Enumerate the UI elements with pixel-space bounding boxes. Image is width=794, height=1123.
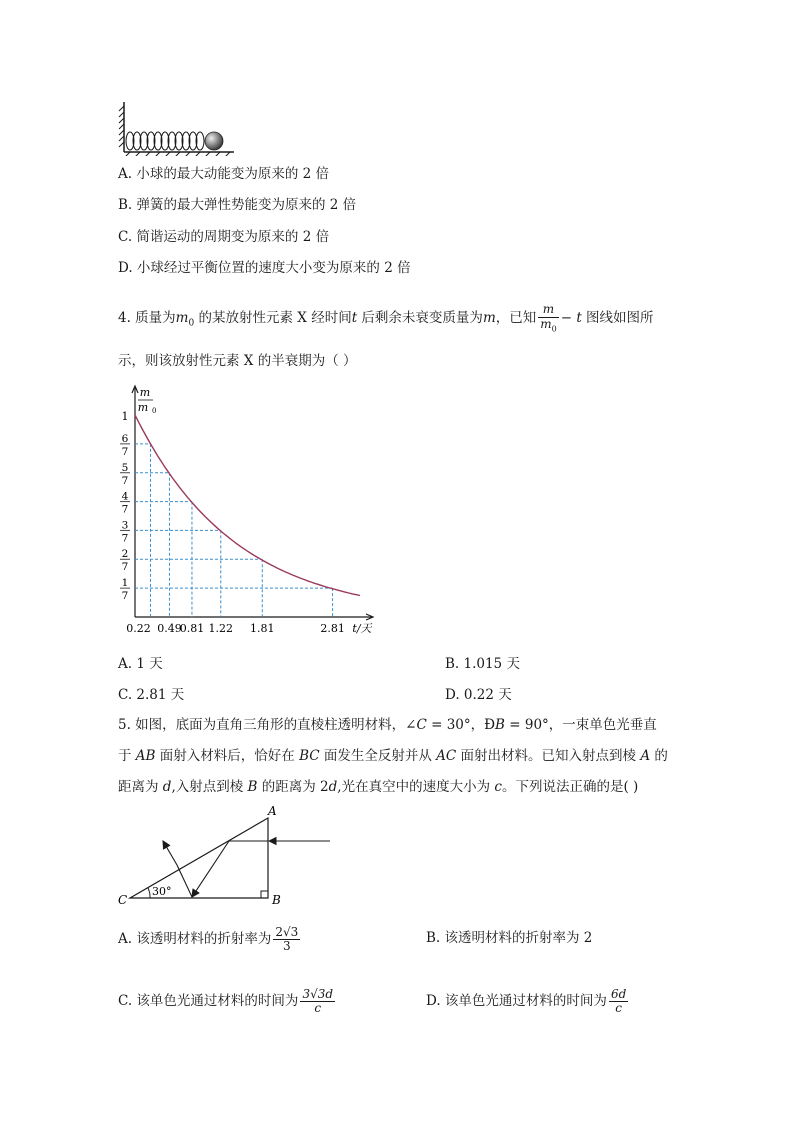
y-axis-label-den: m: [137, 401, 149, 414]
y-tick-num-6: 1: [121, 577, 129, 590]
q4-option-c: C. 2.81 天: [118, 687, 185, 703]
x-tick-1: 0.49: [157, 622, 182, 635]
y-axis-label-sub: 0: [152, 407, 157, 415]
y-tick-den-5: 7: [121, 561, 129, 574]
x-tick-4: 1.81: [250, 622, 275, 635]
decay-curve: [135, 415, 360, 596]
x-tick-3: 1.22: [208, 622, 234, 635]
q4-stem-line2: 示，则该放射性元素 X 的半衰期为（ ）: [118, 353, 357, 369]
label-c: C: [118, 893, 128, 907]
q3-option-a: A. 小球的最大动能变为原来的 2 倍: [118, 166, 330, 182]
decay-chart: [110, 380, 390, 642]
label-a: A: [268, 805, 277, 818]
spring-figure: [116, 98, 236, 156]
right-angle-mark: [261, 891, 268, 898]
q4-option-a: A. 1 天: [118, 656, 163, 672]
y-axis-label-num: m: [139, 386, 151, 399]
q4-option-d: D. 0.22 天: [445, 687, 512, 703]
q4-option-b: B. 1.015 天: [445, 656, 520, 672]
y-tick-den-6: 7: [121, 590, 129, 603]
q4-stem-line1: 4. 质量为$m_0$ 的某放射性元素 X 经时间t 后剩余未衰变质量为m，已知 $\frac{m}{m_0}$ − t 图线如图所: [118, 302, 654, 333]
y-tick-den-3: 7: [121, 503, 129, 516]
y-tick-num-3: 4: [121, 490, 129, 503]
ball: [205, 132, 223, 150]
y-tick-den-1: 7: [121, 445, 129, 458]
q5-option-b: B. 该透明材料的折射率为 2: [426, 930, 593, 946]
internal-ray-1: [192, 841, 229, 897]
q5-stem-line1: 5. 如图，底面为直角三角形的直棱柱透明材料，∠C = 30°，ÐB = 90°，一束单色光垂直: [118, 717, 657, 733]
y-tick-den-4: 7: [121, 532, 129, 545]
x-tick-5: 2.81: [320, 622, 345, 635]
q5-option-c: C. 该单色光通过材料的时间为 $\frac{3√3d}{c}$: [118, 986, 334, 1015]
q5-option-a: A. 该透明材料的折射率为 $\frac{2√3}{3}$: [118, 924, 299, 953]
y-tick-num-5: 2: [121, 548, 129, 561]
prism-figure: [116, 805, 340, 907]
q3-option-d: D. 小球经过平衡位置的速度大小变为原来的 2 倍: [118, 260, 411, 276]
y-tick-0: 1: [121, 410, 129, 423]
x-tick-2: 0.81: [179, 622, 205, 635]
y-tick-den-2: 7: [121, 474, 129, 487]
q3-option-b: B. 弹簧的最大弹性势能变为原来的 2 倍: [118, 197, 357, 213]
internal-ray-2: [177, 865, 192, 897]
y-tick-num-1: 6: [121, 432, 129, 445]
q5-option-d: D. 该单色光通过材料的时间为 $\frac{6d}{c}$: [426, 986, 627, 1015]
q3-option-c: C. 简谐运动的周期变为原来的 2 倍: [118, 229, 330, 245]
q5-stem-line2: 于 AB 面射入材料后，恰好在 BC 面发生全反射并从 AC 面射出材料。已知入射点到棱 A 的: [118, 748, 668, 764]
x-axis-label: t/天: [352, 622, 372, 635]
y-tick-num-2: 5: [121, 461, 129, 474]
x-tick-0: 0.22: [126, 622, 151, 635]
exit-ray: [163, 841, 177, 865]
label-b: B: [272, 893, 281, 907]
q4-fraction: $\frac{m}{m_0}$: [540, 302, 557, 333]
spring-coil: [126, 132, 204, 150]
q5-stem-line3: 距离为 d,入射点到棱 B 的距离为 2d,光在真空中的速度大小为 c。下列说法正确的是( ): [118, 779, 639, 795]
y-tick-num-4: 3: [121, 519, 129, 532]
angle-label: 30°: [152, 885, 172, 898]
